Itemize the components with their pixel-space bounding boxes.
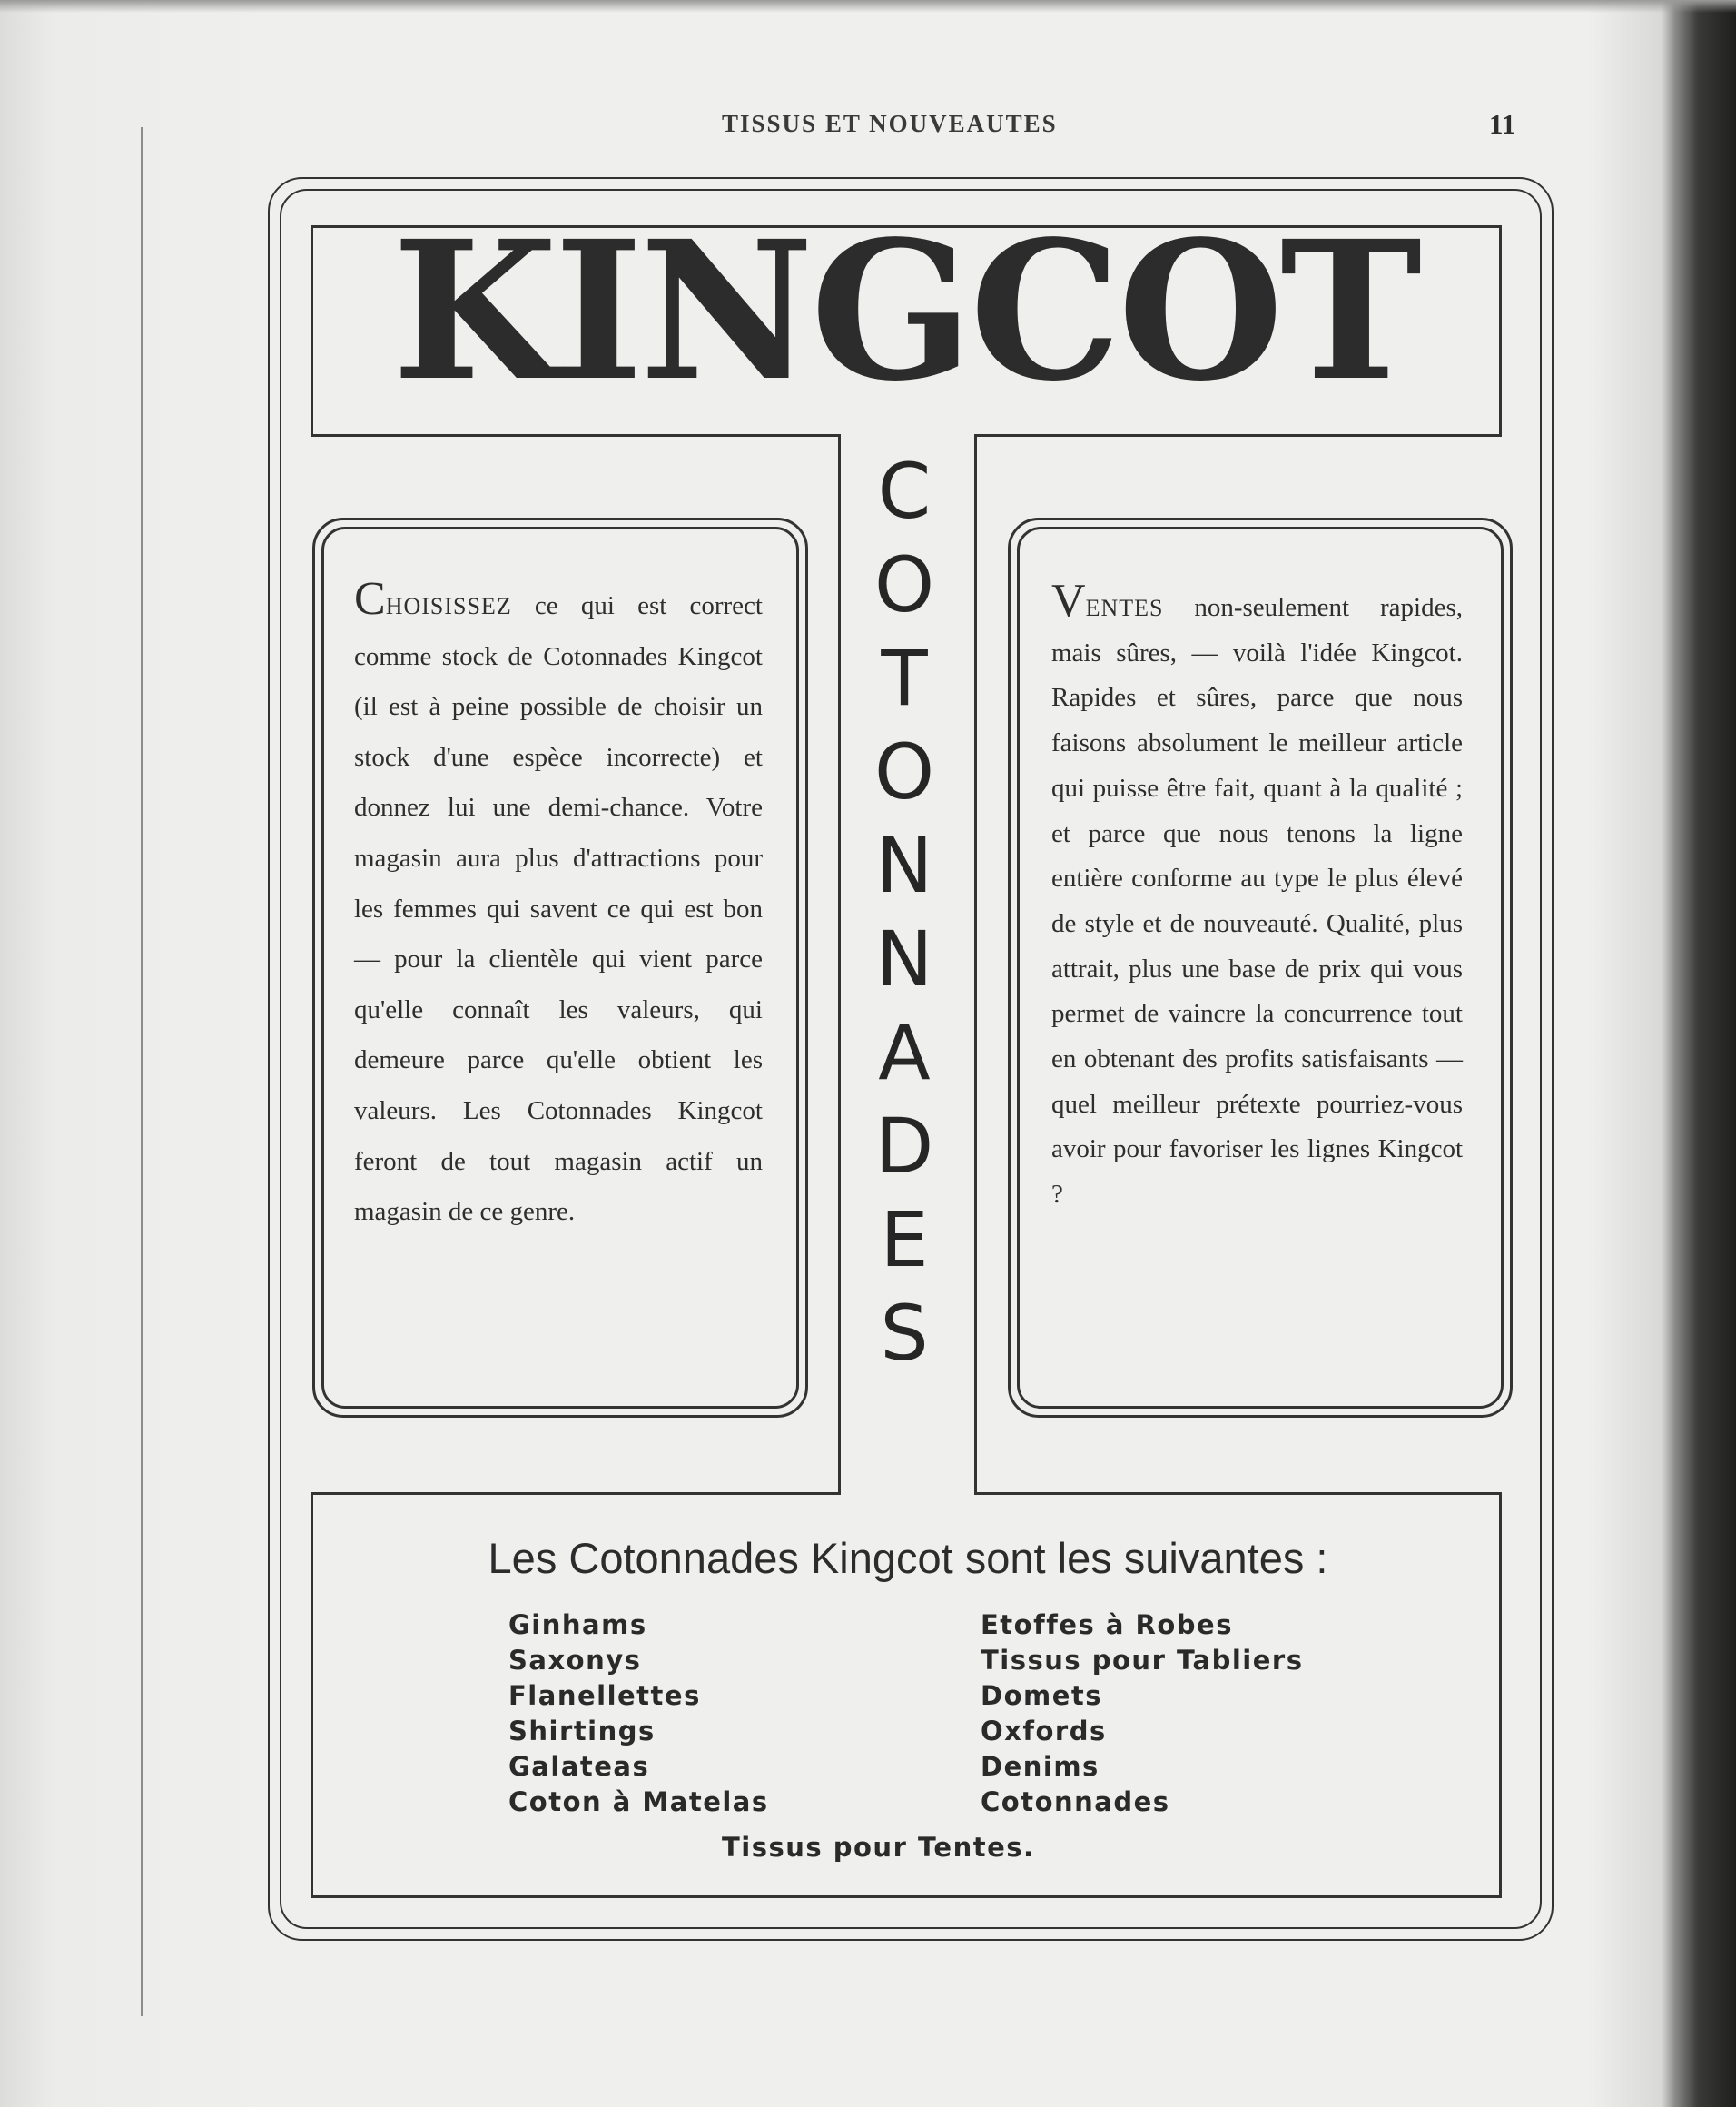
vertical-letter: C xyxy=(877,447,932,536)
lead-word: HOISISSEZ xyxy=(385,593,512,619)
list-box-right xyxy=(1499,1492,1502,1898)
list-item: Ginhams xyxy=(508,1609,647,1640)
list-item: Flanellettes xyxy=(508,1680,701,1711)
title-box-bottom-right xyxy=(974,434,1502,437)
list-item: Shirtings xyxy=(508,1716,656,1746)
dropcap: V xyxy=(1051,575,1086,627)
final-list-item: Tissus pour Tentes. xyxy=(722,1832,1035,1863)
list-item: Cotonnades xyxy=(981,1786,1170,1817)
vertical-letter: N xyxy=(875,821,933,910)
binding-edge-line xyxy=(141,127,143,2016)
list-item: Denims xyxy=(981,1751,1100,1782)
dropcap: C xyxy=(354,573,386,625)
brand-title: KINGCOT xyxy=(391,199,1419,423)
page-edge-shadow xyxy=(0,0,1736,13)
list-box-top-right xyxy=(974,1492,1502,1495)
panel-body: non-seulement rapides, mais sûres, — voilà l'idée Kingcot. Rapides et sûres, parce que nous faisons absolument le meilleur article qui puisse être fait, quant à la qualité ; et parce que nous tenons la ligne entière conforme au type le plus élevé de style et de nouveauté. Qualité, plus attrait, plus une base de prix qui vous permet de vaincre la concurrence tout en obtenant des profits satisfaisants — quel meilleur prétexte pourriez-vous avoir pour favoriser les lignes Kingcot ? xyxy=(1051,593,1463,1210)
vertical-letter: E xyxy=(880,1195,929,1284)
stem-left xyxy=(838,434,841,1492)
left-panel-text xyxy=(354,573,763,1238)
list-item: Tissus pour Tabliers xyxy=(981,1645,1304,1676)
title-box-bottom-left xyxy=(311,434,841,437)
vertical-letter: N xyxy=(875,915,933,1004)
vertical-letter: A xyxy=(878,1008,931,1097)
list-item: Oxfords xyxy=(981,1716,1107,1746)
panel-body: ce qui est correct comme stock de Cotonnades Kingcot (il est à peine possible de choisir un stock d'une espèce incorrecte) et donnez lui une demi-chance. Votre magasin aura plus d'attractions pour les femmes qui savent ce qui est bon — pour la clientèle qui vient parce qu'elle connaît les valeurs, qui demeure parce qu'elle obtient les valeurs. Les Cotonnades Kingcot feront de tout magasin actif un magasin de ce genre. xyxy=(354,591,763,1227)
vertical-letter: D xyxy=(874,1102,934,1191)
list-heading: Les Cotonnades Kingcot sont les suivantes : xyxy=(488,1534,1328,1582)
lead-word: ENTES xyxy=(1085,595,1164,621)
list-item: Etoffes à Robes xyxy=(981,1609,1233,1640)
running-title: TISSUS ET NOUVEAUTES xyxy=(722,110,1058,137)
list-item: Saxonys xyxy=(508,1645,642,1676)
list-item: Coton à Matelas xyxy=(508,1786,769,1817)
right-panel-text xyxy=(1051,575,1463,1218)
list-item: Galateas xyxy=(508,1751,650,1782)
vertical-letter: T xyxy=(881,634,928,723)
vertical-letter: O xyxy=(873,727,935,816)
list-box-bottom xyxy=(311,1895,1502,1898)
list-item: Domets xyxy=(981,1680,1103,1711)
list-box-left xyxy=(311,1492,313,1898)
stem-right xyxy=(974,434,977,1492)
list-box-top-left xyxy=(311,1492,841,1495)
vertical-letter: O xyxy=(873,540,935,629)
vertical-letter: S xyxy=(880,1289,929,1378)
page-number: 11 xyxy=(1489,108,1516,140)
vertical-brand-word xyxy=(859,445,950,1380)
